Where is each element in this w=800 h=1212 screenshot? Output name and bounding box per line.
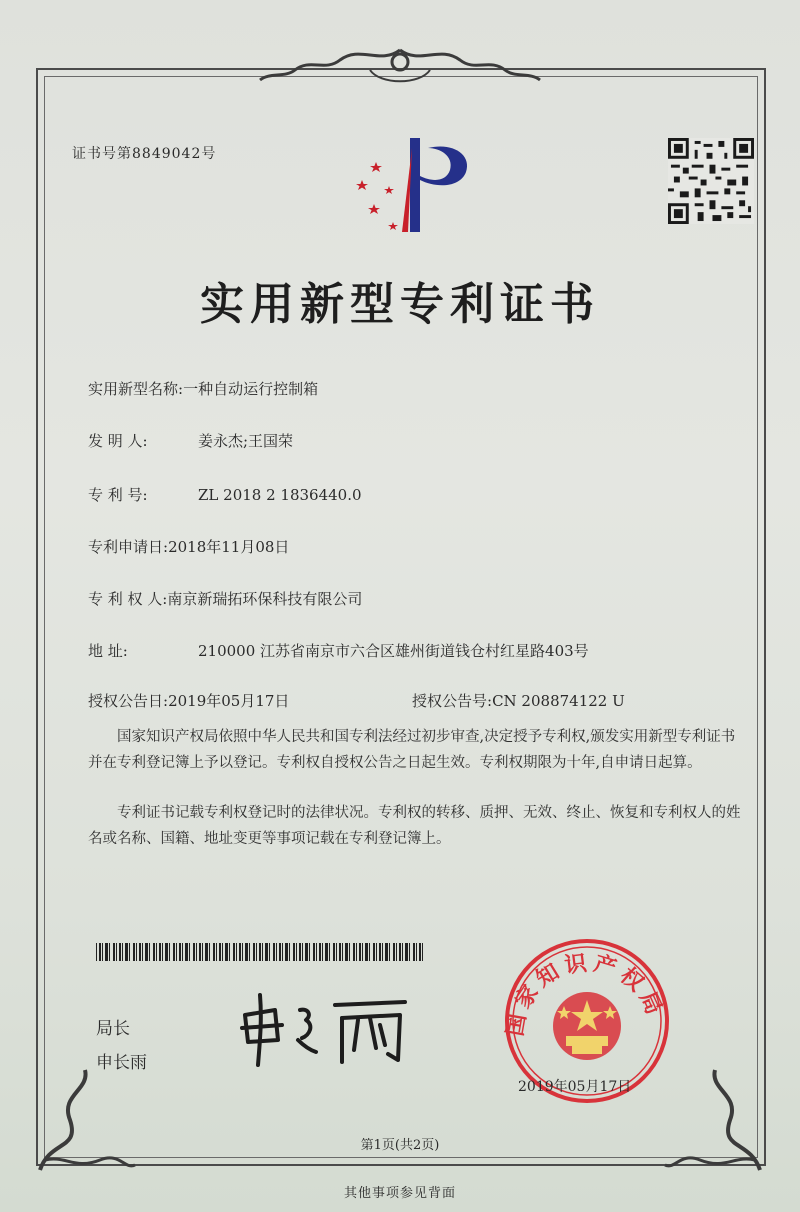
- grant-number-row: [412, 690, 625, 711]
- barcode-bar: [213, 943, 215, 961]
- barcode-bar: [356, 943, 357, 961]
- barcode-bar: [419, 943, 421, 961]
- barcode-bar: [179, 943, 181, 961]
- barcode-bar: [193, 943, 195, 961]
- barcode-bar: [349, 943, 350, 961]
- barcode-bar: [139, 943, 141, 961]
- footer-note: 其他事项参见背面: [343, 1186, 456, 1201]
- barcode-bar: [209, 943, 210, 961]
- certificate-title: 实用新型专利证书: [200, 279, 600, 330]
- barcode-bar: [379, 943, 381, 961]
- barcode-bar: [233, 943, 235, 961]
- barcode-bar: [393, 943, 395, 961]
- corner-ornament-left-icon: [30, 1060, 140, 1180]
- utility-model-name-value: 一种自动运行控制箱: [183, 380, 319, 398]
- filing-date-row: [88, 536, 289, 557]
- barcode-bar: [299, 943, 301, 961]
- barcode-bar: [129, 943, 130, 961]
- barcode-bar: [396, 943, 397, 961]
- address-row: [88, 640, 589, 661]
- barcode-bar: [253, 943, 255, 961]
- barcode-bar: [122, 943, 123, 961]
- page-indicator: 第1页(共2页): [360, 1138, 440, 1153]
- barcode-bar: [316, 943, 317, 961]
- top-ornament-icon: [250, 40, 550, 100]
- barcode-bar: [269, 943, 270, 961]
- certificate-number: 证书号第8849042号: [72, 146, 217, 162]
- barcode-bar: [165, 943, 168, 961]
- barcode-bar: [159, 943, 161, 961]
- barcode-bar: [153, 943, 155, 961]
- patent-number-label: 专 利 号:: [88, 486, 148, 504]
- barcode-bar: [236, 943, 237, 961]
- barcode-bar: [149, 943, 150, 961]
- qr-code-icon: [668, 138, 754, 224]
- barcode-bar: [345, 943, 348, 961]
- barcode-bar: [205, 943, 208, 961]
- signatory-name: 申长雨: [96, 1053, 147, 1073]
- barcode-bar: [302, 943, 303, 961]
- filing-date-label: 专利申请日:: [88, 538, 169, 556]
- barcode-bar: [336, 943, 337, 961]
- grant-date-value: 2019年05月17日: [168, 692, 290, 710]
- legal-status-paragraph: 专利证书记载专利权登记时的法律状况。专利权的转移、质押、无效、终止、恢复和专利权人的姓名或名称、国籍、地址变更等事项记载在专利登记簿上。: [88, 805, 741, 847]
- patent-office-logo-icon: [348, 128, 488, 238]
- inventor-value: 姜永杰;王国荣: [198, 432, 294, 450]
- filing-date-value: 2018年11月08日: [168, 538, 290, 556]
- barcode-bar: [329, 943, 330, 961]
- barcode-bar: [319, 943, 321, 961]
- inventor-label: 发 明 人:: [88, 432, 148, 450]
- barcode-bar: [239, 943, 241, 961]
- barcode-bar: [369, 943, 370, 961]
- patent-number-value: ZL 2018 2 1836440.0: [198, 486, 362, 504]
- barcode-bar: [313, 943, 315, 961]
- barcode-bar: [365, 943, 368, 961]
- grant-number-value: CN 208874122 U: [492, 692, 625, 710]
- barcode-bar: [409, 943, 410, 961]
- inventor-row: [88, 430, 293, 451]
- barcode-bar: [362, 943, 363, 961]
- barcode-bar: [145, 943, 148, 961]
- barcode-icon: [96, 943, 426, 961]
- barcode-bar: [385, 943, 388, 961]
- barcode-bar: [389, 943, 390, 961]
- barcode-bar: [402, 943, 403, 961]
- barcode-bar: [273, 943, 275, 961]
- grant-statement-paragraph: 国家知识产权局依照中华人民共和国专利法经过初步审查,决定授予专利权,颁发实用新型专利证书并在专利登记簿上予以登记。专利权自授权公告之日起生效。专利权期限为十年,自申请日起算。: [88, 729, 736, 771]
- barcode-bar: [182, 943, 183, 961]
- address-label: 地 址:: [88, 642, 128, 660]
- svg-text:国家知识产权局: [502, 950, 669, 1038]
- barcode-bar: [99, 943, 101, 961]
- barcode-bar: [125, 943, 128, 961]
- barcode-bar: [325, 943, 328, 961]
- barcode-bar: [376, 943, 377, 961]
- barcode-bar: [245, 943, 248, 961]
- barcode-bar: [189, 943, 190, 961]
- barcode-bar: [225, 943, 228, 961]
- barcode-bar: [142, 943, 143, 961]
- handwritten-signature: [230, 980, 430, 1070]
- seal-date: 2019年05月17日: [518, 1079, 632, 1095]
- barcode-bar: [279, 943, 281, 961]
- utility-model-name-label: 实用新型名称:: [88, 380, 184, 398]
- barcode-bar: [353, 943, 355, 961]
- barcode-bar: [173, 943, 175, 961]
- barcode-bar: [256, 943, 257, 961]
- utility-model-name-row: [88, 378, 318, 399]
- barcode-bar: [229, 943, 230, 961]
- barcode-bar: [199, 943, 201, 961]
- barcode-bar: [276, 943, 277, 961]
- grant-number-label: 授权公告号:: [412, 692, 493, 710]
- grant-date-row: [88, 690, 289, 711]
- barcode-bar: [185, 943, 188, 961]
- barcode-bar: [293, 943, 295, 961]
- barcode-bar: [265, 943, 268, 961]
- barcode-bar: [156, 943, 157, 961]
- patentee-value: 南京新瑞拓环保科技有限公司: [167, 590, 363, 608]
- barcode-bar: [162, 943, 163, 961]
- barcode-bar: [176, 943, 177, 961]
- grant-date-label: 授权公告日:: [88, 692, 169, 710]
- barcode-bar: [289, 943, 290, 961]
- barcode-bar: [222, 943, 223, 961]
- barcode-bar: [296, 943, 297, 961]
- barcode-bar: [96, 943, 97, 961]
- signatory-title: 局长: [96, 1019, 130, 1039]
- barcode-bar: [102, 943, 103, 961]
- barcode-bar: [342, 943, 343, 961]
- barcode-bar: [282, 943, 283, 961]
- barcode-bar: [413, 943, 415, 961]
- barcode-bar: [373, 943, 375, 961]
- barcode-bar: [113, 943, 115, 961]
- barcode-bar: [305, 943, 308, 961]
- patent-number-row: [88, 484, 362, 505]
- barcode-bar: [242, 943, 243, 961]
- barcode-bar: [116, 943, 117, 961]
- barcode-bar: [339, 943, 341, 961]
- barcode-bar: [322, 943, 323, 961]
- barcode-bar: [136, 943, 137, 961]
- barcode-bar: [333, 943, 335, 961]
- barcode-bar: [196, 943, 197, 961]
- barcode-bar: [119, 943, 121, 961]
- barcode-bar: [262, 943, 263, 961]
- barcode-bar: [309, 943, 310, 961]
- barcode-bar: [249, 943, 250, 961]
- barcode-bar: [405, 943, 408, 961]
- barcode-bar: [219, 943, 221, 961]
- patentee-label: 专 利 权 人:: [88, 590, 168, 608]
- corner-ornament-right-icon: [660, 1060, 770, 1180]
- barcode-bar: [105, 943, 108, 961]
- barcode-bar: [422, 943, 423, 961]
- barcode-bar: [399, 943, 401, 961]
- seal-arc-text: 国家知识产权局: [502, 949, 670, 1038]
- patentee-row: [88, 588, 362, 609]
- barcode-bar: [169, 943, 170, 961]
- barcode-bar: [133, 943, 135, 961]
- address-value: 210000 江苏省南京市六合区雄州街道钱仓村红星路403号: [198, 642, 589, 660]
- barcode-bar: [216, 943, 217, 961]
- barcode-bar: [382, 943, 383, 961]
- barcode-bar: [109, 943, 110, 961]
- barcode-bar: [202, 943, 203, 961]
- barcode-bar: [359, 943, 361, 961]
- barcode-bar: [285, 943, 288, 961]
- barcode-bar: [416, 943, 417, 961]
- barcode-bar: [259, 943, 261, 961]
